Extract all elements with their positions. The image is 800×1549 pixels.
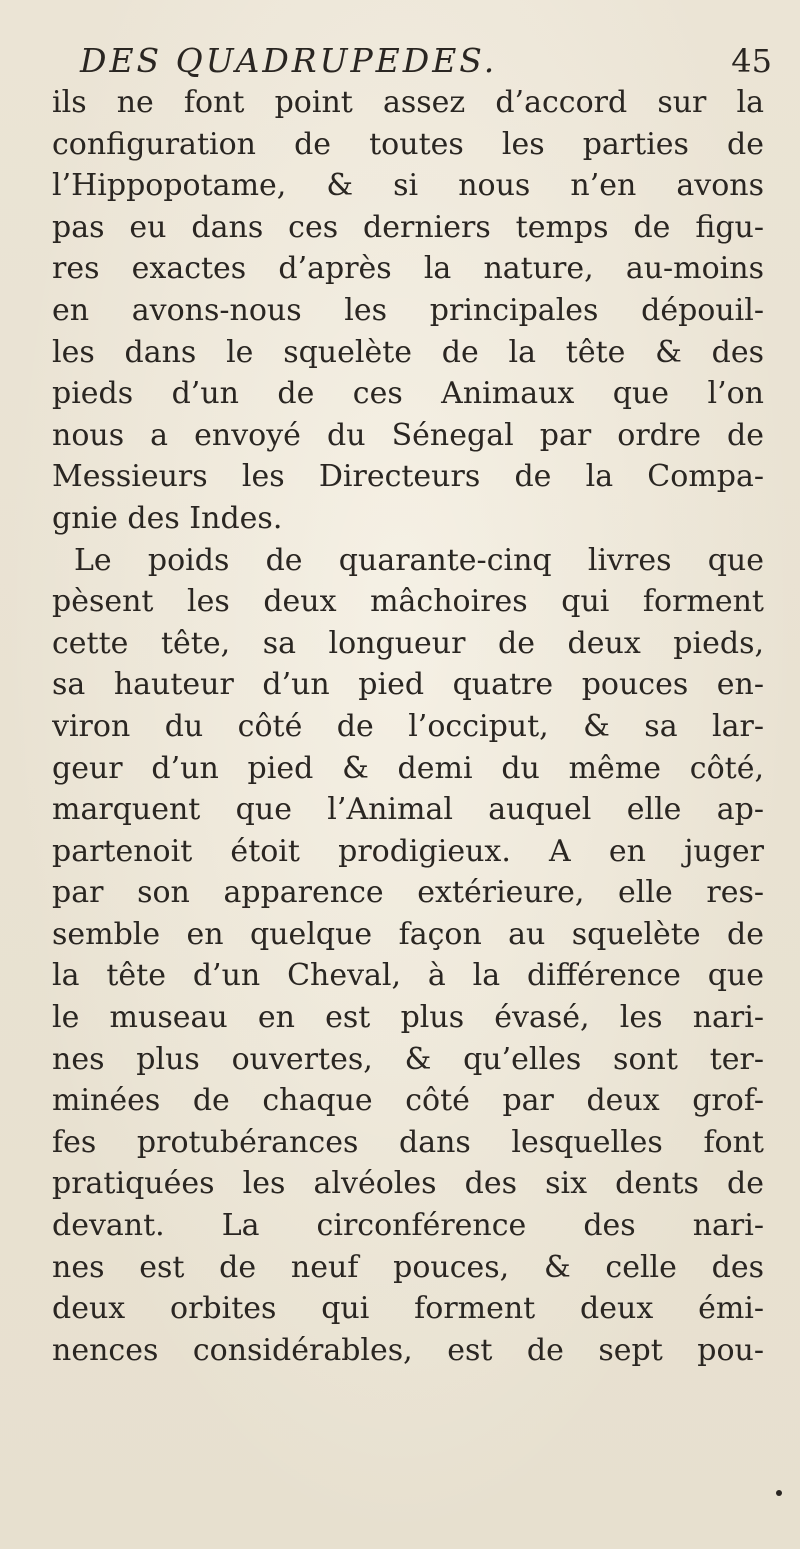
text-line: cette tête, sa longueur de deux pieds, — [52, 625, 764, 661]
page-header — [80, 36, 780, 86]
text-line: nes plus ouvertes, & qu’elles sont ter- — [52, 1041, 764, 1077]
body-text — [52, 82, 764, 1371]
text-line: pratiquées les alvéoles des six dents de — [52, 1166, 764, 1202]
text-line: l’Hippopotame, & si nous n’en avons — [52, 168, 764, 204]
text-line: partenoit étoit prodigieux. A en juger — [52, 833, 764, 869]
text-line: les dans le squelète de la tête & des — [52, 334, 764, 370]
text-line: sa hauteur d’un pied quatre pouces en- — [52, 667, 764, 703]
text-line: nences considérables, est de sept pou- — [52, 1332, 764, 1368]
text-line: deux orbites qui forment deux émi- — [52, 1291, 764, 1327]
text-line: devant. La circonférence des nari- — [52, 1208, 764, 1244]
paper-speck — [776, 1490, 782, 1496]
text-line: la tête d’un Cheval, à la différence que — [52, 958, 764, 994]
text-line: par son apparence extérieure, elle res- — [52, 875, 764, 911]
text-line: pas eu dans ces derniers temps de figu- — [52, 209, 764, 245]
text-line: viron du côté de l’occiput, & sa lar- — [52, 708, 764, 744]
text-line: nes est de neuf pouces, & celle des — [52, 1249, 764, 1285]
text-line: marquent que l’Animal auquel elle ap- — [52, 792, 764, 828]
text-line: Messieurs les Directeurs de la Compa- — [52, 459, 764, 495]
text-line: geur d’un pied & demi du même côté, — [52, 750, 764, 786]
text-line: minées de chaque côté par deux grof- — [52, 1083, 764, 1119]
text-line: pieds d’un de ces Animaux que l’on — [52, 376, 764, 412]
text-line: res exactes d’après la nature, au-moins — [52, 251, 764, 287]
text-line: nous a envoyé du Sénegal par ordre de — [52, 417, 764, 453]
text-line: le museau en est plus évasé, les nari- — [52, 1000, 764, 1036]
text-line: en avons-nous les principales dépouil- — [52, 292, 764, 328]
text-line: Le poids de quarante-cinq livres que — [74, 542, 764, 578]
page-number: 45 — [731, 42, 772, 80]
text-line: fes protubérances dans lesquelles font — [52, 1124, 764, 1160]
text-line: semble en quelque façon au squelète de — [52, 916, 764, 952]
text-line: ils ne font point assez d’accord sur la — [52, 85, 764, 120]
text-line: gnie des Indes. — [52, 500, 283, 536]
running-title: DES QUADRUPEDES. — [80, 41, 498, 80]
text-line: configuration de toutes les parties de — [52, 126, 764, 162]
text-line: pèsent les deux mâchoires qui forment — [52, 584, 764, 620]
